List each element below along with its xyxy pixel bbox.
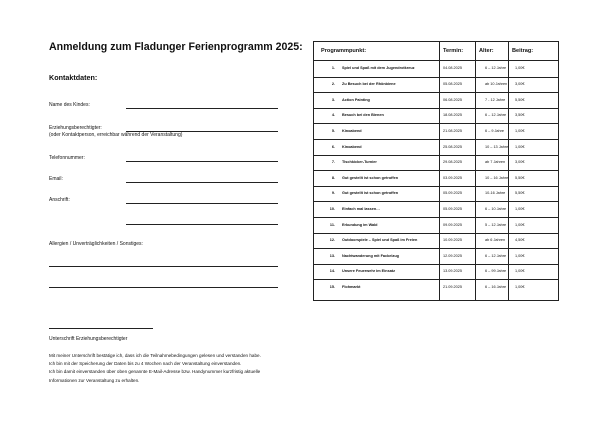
table-row	[313, 77, 559, 93]
row-fee: 1,00€	[515, 269, 525, 274]
row-number: 4.	[331, 113, 335, 118]
row-date: 05.08.2025	[443, 82, 463, 87]
row-age: 6 – 10 Jahre	[485, 206, 507, 211]
row-number: 5.	[331, 128, 335, 133]
row-program: Besuch bei den Bienen	[342, 113, 384, 118]
header-program: Programmpunkt:	[321, 48, 367, 54]
row-fee: 1,00€	[515, 144, 525, 149]
row-age: 6 – 12 Jahre	[485, 65, 507, 70]
row-number: 11.	[329, 222, 335, 227]
row-number: 7.	[331, 160, 335, 165]
signature-line[interactable]	[49, 328, 153, 329]
table-row	[313, 108, 559, 124]
row-fee: 5,50€	[515, 175, 525, 180]
row-age: 7 - 12 Jahre	[485, 97, 506, 102]
row-date: 29.08.2025	[443, 160, 463, 165]
row-number: 12.	[329, 238, 335, 243]
row-date: 21.08.2025	[443, 128, 463, 133]
signature-label: Unterschrift Erziehungsberechtigter	[49, 336, 128, 342]
phone-label: Telefonnummer:	[49, 155, 85, 161]
row-program: Unsere Feuerwehr im Einsatz	[342, 269, 395, 274]
row-age: 6 – 16 Jahre	[485, 284, 507, 289]
table-row	[313, 233, 559, 249]
row-date: 25.08.2025	[443, 144, 463, 149]
row-program: Outdoorspiele – Spiel und Spaß im Freien	[342, 238, 418, 243]
row-age: ab 6 Jahren	[485, 238, 506, 243]
row-age: 6 – 9 Jahre	[485, 128, 504, 133]
row-number: 9.	[331, 191, 335, 196]
row-date: 12.09.2025	[443, 253, 463, 258]
child-name-label: Name des Kindes:	[49, 102, 90, 108]
row-age: ab 7 Jahren	[485, 160, 506, 165]
row-fee: 3,50€	[515, 113, 525, 118]
row-date: 13.09.2025	[443, 269, 463, 274]
row-date: 10.09.2025	[443, 238, 463, 243]
row-age: 10-16 Jahre	[485, 191, 506, 196]
row-program: Einfach mal lassen…	[342, 206, 380, 211]
row-fee: 1,00€	[515, 284, 525, 289]
row-fee: 1,00€	[515, 206, 525, 211]
row-program: Kinoabend	[342, 128, 362, 133]
row-program: Zu Besuch bei der Rhönbiene	[342, 82, 396, 87]
row-program: Gut gestellt ist schon getroffen	[342, 175, 399, 180]
table-row	[313, 61, 559, 77]
row-fee: 1,00€	[515, 65, 525, 70]
child-name-field[interactable]	[126, 108, 278, 109]
row-number: 3.	[331, 97, 335, 102]
row-program: Nachtwanderung mit Fackelzug	[342, 253, 399, 258]
address-label: Anschrift:	[49, 197, 70, 203]
row-age: 10 – 13 Jahre	[485, 144, 509, 149]
row-number: 8.	[331, 175, 335, 180]
row-date: 04.08.2025	[443, 65, 463, 70]
page-title: Anmeldung zum Fladunger Ferienprogramm 2025:	[49, 41, 303, 53]
row-age: 10 – 16 Jahre	[485, 175, 509, 180]
row-date: 05.09.2025	[443, 206, 463, 211]
consent-line: Mit meiner Unterschrift bestätige ich, dass ich die Teilnahmebedingungen gelesen und verstanden habe.	[49, 353, 261, 358]
row-date: 21.09.2025	[443, 284, 463, 289]
row-age: 5 – 12 Jahre	[485, 222, 507, 227]
row-fee: 5,50€	[515, 191, 525, 196]
row-fee: 1,00€	[515, 128, 525, 133]
table-row	[313, 264, 559, 280]
contact-heading: Kontaktdaten:	[49, 73, 98, 82]
table-row	[313, 123, 559, 139]
header-age: Alter:	[479, 48, 494, 54]
guardian-note: (oder Kontaktperson, erreichbar während der Veranstaltung)	[49, 132, 183, 138]
row-program: Kinoabend	[342, 144, 362, 149]
table-row	[313, 92, 559, 108]
row-number: 14.	[329, 269, 335, 274]
row-program: Gut gestellt ist schon getroffen	[342, 191, 399, 196]
row-program: Action Painting	[342, 97, 370, 102]
row-fee: 1,00€	[515, 222, 525, 227]
row-date: 06.08.2025	[443, 97, 463, 102]
address-field-line1[interactable]	[126, 203, 278, 204]
row-number: 2.	[331, 82, 335, 87]
table-row	[313, 170, 559, 186]
header-fee: Beitrag:	[512, 48, 534, 54]
row-number: 10.	[329, 206, 335, 211]
row-date: 03.09.2025	[443, 175, 463, 180]
allergies-field-line2[interactable]	[49, 287, 278, 288]
row-number: 13.	[329, 253, 335, 258]
row-fee: 4,50€	[515, 238, 525, 243]
row-fee: 5,50€	[515, 97, 525, 102]
table-row	[313, 139, 559, 155]
row-age: 6 – 99 Jahre	[485, 269, 507, 274]
row-age: 6 – 12 Jahre	[485, 113, 507, 118]
consent-text	[49, 352, 299, 385]
row-fee: 3,00€	[515, 160, 525, 165]
email-label: Email:	[49, 176, 63, 182]
allergies-field-line1[interactable]	[49, 266, 278, 267]
row-age: ab 10 Jahren	[485, 82, 508, 87]
table-row	[313, 155, 559, 171]
table-row	[313, 248, 559, 264]
consent-line: Ich bin damit einverstanden über oben genannte E-Mail-Adresse bzw. Handynummer kurzfristig aktuelle	[49, 369, 261, 375]
row-fee: 1,00€	[515, 253, 525, 258]
row-date: 05.09.2025	[443, 191, 463, 196]
table-row	[313, 201, 559, 217]
row-age: 6 – 12 Jahre	[485, 253, 507, 258]
row-date: 18.08.2025	[443, 113, 463, 118]
consent-line: Informationen zur Veranstaltung zu erhalten.	[49, 377, 140, 383]
row-program: Erkundung im Wald	[342, 222, 378, 227]
row-program: Spiel und Spaß mit dem Jugendrotkreuz	[342, 65, 415, 70]
row-number: 15.	[329, 284, 335, 289]
address-field-line2[interactable]	[126, 224, 278, 225]
table-row	[313, 186, 559, 202]
row-program: Tischkicker-Turnier	[342, 160, 377, 165]
guardian-label: Erziehungsberechtigter:	[49, 125, 102, 131]
row-date: 09.09.2025	[443, 222, 463, 227]
phone-field[interactable]	[126, 161, 278, 162]
allergies-label: Allergien / Unverträglichkeiten / Sonstiges:	[49, 241, 143, 247]
row-number: 6.	[331, 144, 335, 149]
consent-line: Ich bin mit der Speicherung der Daten bis zu 4 Wochen nach der Veranstaltung einverstanden.	[49, 361, 242, 367]
table-row	[313, 217, 559, 233]
row-program: Flohmarkt	[342, 284, 361, 289]
table-row	[313, 279, 559, 295]
email-field[interactable]	[126, 182, 278, 183]
header-date: Termin:	[443, 48, 464, 54]
row-fee: 3,00€	[515, 82, 525, 87]
row-number: 1.	[331, 65, 335, 70]
